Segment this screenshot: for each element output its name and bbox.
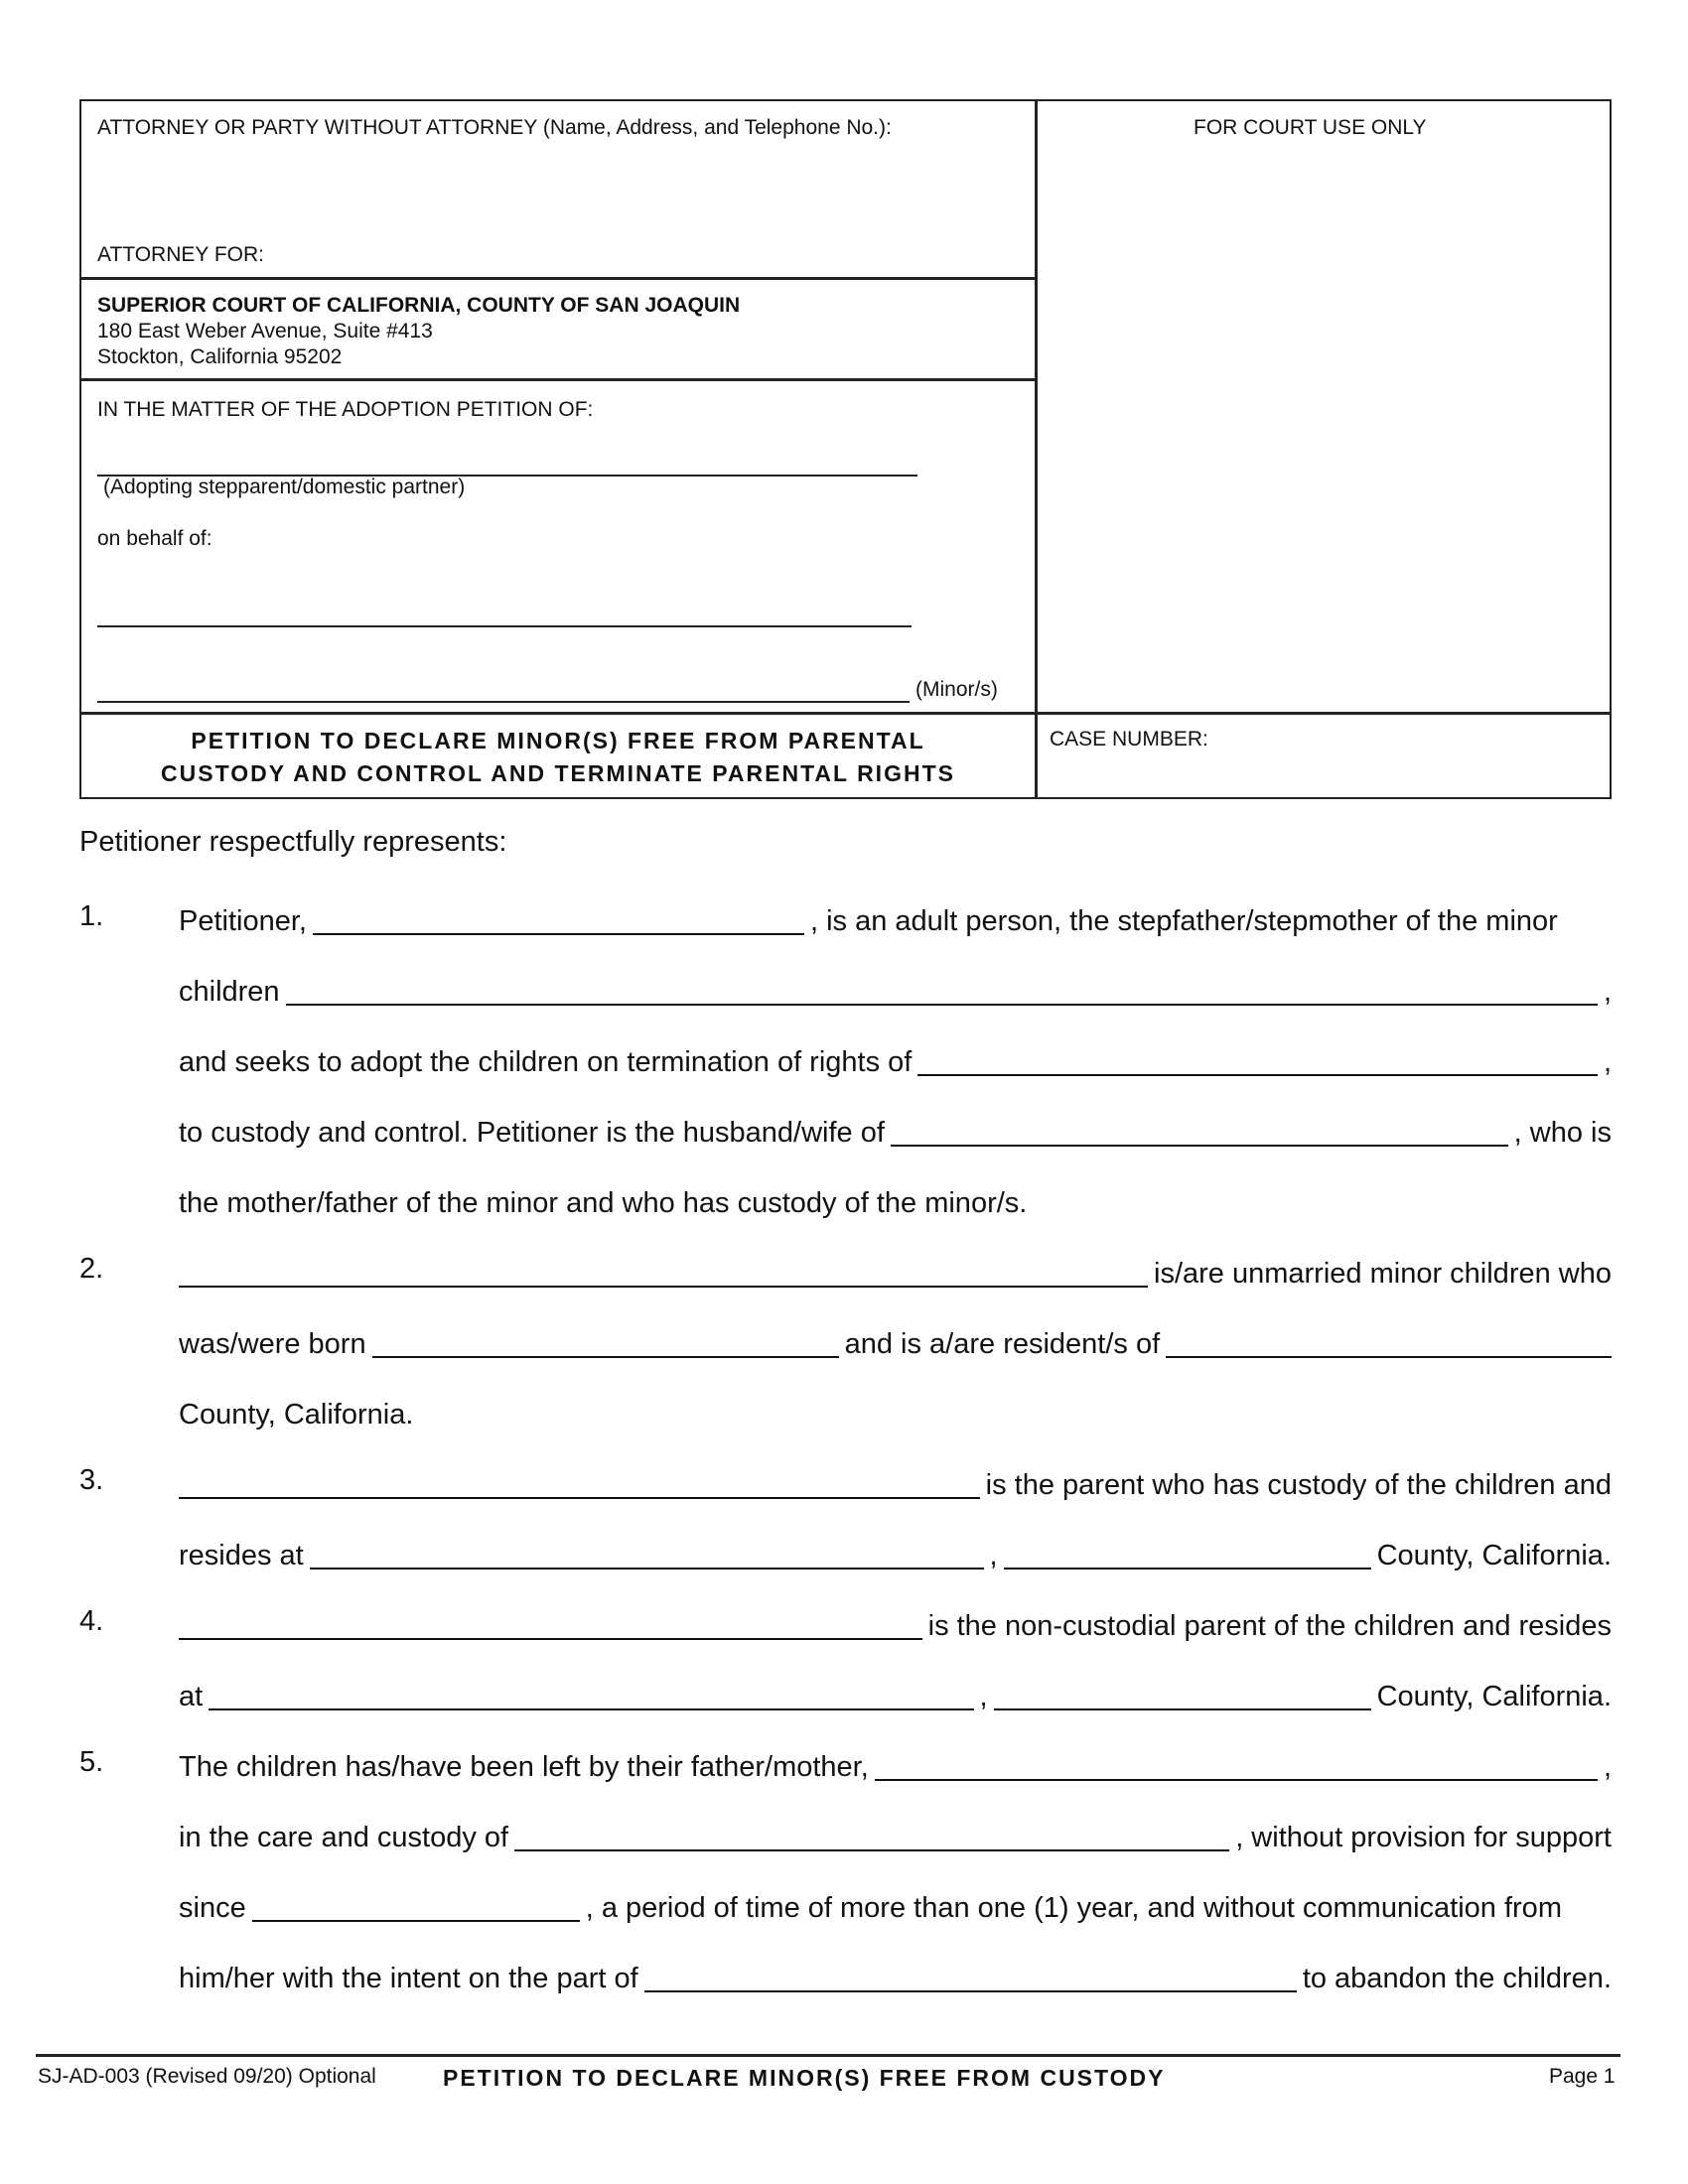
paragraph-4-line-1	[179, 1572, 1612, 1643]
adopting-stepparent-caption: (Adopting stepparent/domestic partner)	[103, 476, 466, 498]
paragraph-4-number: 4.	[79, 1605, 104, 1637]
p3-text-b: resides at	[179, 1540, 304, 1571]
unmarried-minors-field[interactable]	[179, 1258, 1148, 1288]
p2-text-b: was/were born	[179, 1328, 366, 1360]
paragraph-2-number: 2.	[79, 1253, 104, 1285]
petition-title-line-2: CUSTODY AND CONTROL AND TERMINATE PARENTAL RIGHTS	[161, 760, 955, 786]
p2-text-c: and is a/are resident/s of	[844, 1328, 1161, 1360]
non-custodial-address-field[interactable]	[209, 1681, 973, 1710]
since-date-field[interactable]	[252, 1892, 580, 1922]
p1-text-g: to custody and control. Petitioner is the husband/wife of	[179, 1117, 885, 1149]
terminated-parent-field[interactable]	[917, 1046, 1598, 1076]
p5-text-b: ,	[1603, 1751, 1612, 1783]
p1-text-f: ,	[1603, 1046, 1612, 1078]
p5-text-g: him/her with the intent on the part of	[179, 1963, 638, 1994]
footer-page-number: Page 1	[1549, 2065, 1616, 2088]
p4-text-c: ,	[979, 1681, 988, 1712]
spouse-name-field[interactable]	[891, 1117, 1508, 1147]
paragraph-1-number: 1.	[79, 900, 104, 932]
paragraph-5-line-1	[179, 1713, 1612, 1784]
footer-title: PETITION TO DECLARE MINOR(S) FREE FROM CUSTODY	[443, 2065, 1166, 2091]
p2-text-a: is/are unmarried minor children who	[1154, 1258, 1612, 1290]
minors-caption: (Minor/s)	[915, 678, 998, 701]
absent-parent-field[interactable]	[875, 1751, 1598, 1781]
court-address-line-1: 180 East Weber Avenue, Suite #413	[97, 320, 433, 342]
residence-county-field[interactable]	[1166, 1328, 1612, 1358]
paragraph-1-line-4	[179, 1079, 1612, 1150]
non-custodial-parent-field[interactable]	[179, 1610, 922, 1640]
p5-text-a: The children has/have been left by their father/mother,	[179, 1751, 869, 1783]
paragraph-3-line-1	[179, 1432, 1612, 1502]
petitioner-name-field[interactable]	[313, 905, 804, 935]
paragraph-5-line-3	[179, 1854, 1612, 1925]
paragraph-4-line-2	[179, 1643, 1612, 1713]
paragraph-5-line-4	[179, 1925, 1612, 1995]
paragraph-3-number: 3.	[79, 1464, 104, 1496]
caption-divider-attorney	[81, 277, 1036, 280]
p1-text-d: ,	[1603, 976, 1612, 1008]
footer-form-id: SJ-AD-003 (Revised 09/20) Optional	[38, 2065, 376, 2088]
intro-text: Petitioner respectfully represents:	[79, 826, 507, 858]
paragraph-2-line-1	[179, 1220, 1612, 1291]
p5-text-h: to abandon the children.	[1302, 1963, 1612, 1994]
paragraph-1-line-3	[179, 1009, 1612, 1079]
p5-text-f: , a period of time of more than one (1) year, and without communication from	[585, 1892, 1562, 1924]
p4-text-b: at	[179, 1681, 204, 1712]
minor-children-field[interactable]	[286, 976, 1598, 1006]
caretaker-field[interactable]	[514, 1822, 1229, 1851]
p1-text-c: children	[179, 976, 280, 1008]
caption-box	[79, 99, 1612, 799]
p4-text-d: County, California.	[1376, 1681, 1612, 1712]
p5-text-d: , without provision for support	[1235, 1822, 1612, 1853]
paragraph-2-line-3	[179, 1361, 1612, 1432]
paragraph-3-line-2	[179, 1502, 1612, 1572]
attorney-label: ATTORNEY OR PARTY WITHOUT ATTORNEY (Name, Address, and Telephone No.):	[97, 116, 892, 139]
paragraph-2-line-2	[179, 1291, 1612, 1361]
p3-text-d: County, California.	[1376, 1540, 1612, 1571]
non-custodial-county-field[interactable]	[994, 1681, 1371, 1710]
paragraph-1-line-1	[179, 868, 1612, 938]
paragraph-1-line-2	[179, 938, 1612, 1009]
p1-text-h: , who is	[1513, 1117, 1612, 1149]
court-use-label: FOR COURT USE ONLY	[1194, 116, 1427, 139]
minor-name-field-1[interactable]	[97, 625, 912, 627]
paragraph-1-line-5	[179, 1150, 1612, 1220]
p3-text-c: ,	[989, 1540, 998, 1571]
p1-text-a: Petitioner,	[179, 905, 307, 937]
minor-name-field-2[interactable]	[97, 701, 910, 703]
abandoning-parent-field[interactable]	[644, 1963, 1297, 1992]
p2-text-d: County, California.	[179, 1399, 414, 1431]
petition-title-line-1: PETITION TO DECLARE MINOR(S) FREE FROM PARENTAL	[191, 728, 925, 753]
p1-text-e: and seeks to adopt the children on termination of rights of	[179, 1046, 913, 1078]
matter-label: IN THE MATTER OF THE ADOPTION PETITION OF:	[97, 398, 594, 421]
p4-text-a: is the non-custodial parent of the children and resides	[927, 1610, 1612, 1642]
p1-text-i: the mother/father of the minor and who has custody of the minor/s.	[179, 1187, 1028, 1219]
p5-text-c: in the care and custody of	[179, 1822, 509, 1853]
custodial-county-field[interactable]	[1004, 1540, 1371, 1570]
birth-date-field[interactable]	[372, 1328, 839, 1358]
court-name: SUPERIOR COURT OF CALIFORNIA, COUNTY OF SAN JOAQUIN	[97, 294, 741, 317]
caption-vertical-divider	[1035, 101, 1038, 797]
footer-rule	[36, 2054, 1620, 2057]
custodial-parent-field[interactable]	[179, 1469, 980, 1499]
on-behalf-label: on behalf of:	[97, 527, 212, 550]
p1-text-b: , is an adult person, the stepfather/stepmother of the minor	[809, 905, 1558, 937]
attorney-for-label: ATTORNEY FOR:	[97, 243, 265, 266]
p5-text-e: since	[179, 1892, 246, 1924]
paragraph-5-line-2	[179, 1784, 1612, 1854]
paragraph-5-number: 5.	[79, 1746, 104, 1778]
custodial-address-field[interactable]	[310, 1540, 984, 1570]
p3-text-a: is the parent who has custody of the children and	[985, 1469, 1612, 1501]
case-number-label: CASE NUMBER:	[1050, 728, 1208, 751]
petition-title	[81, 713, 1035, 790]
caption-divider-court	[81, 378, 1036, 381]
court-address-line-2: Stockton, California 95202	[97, 345, 343, 368]
